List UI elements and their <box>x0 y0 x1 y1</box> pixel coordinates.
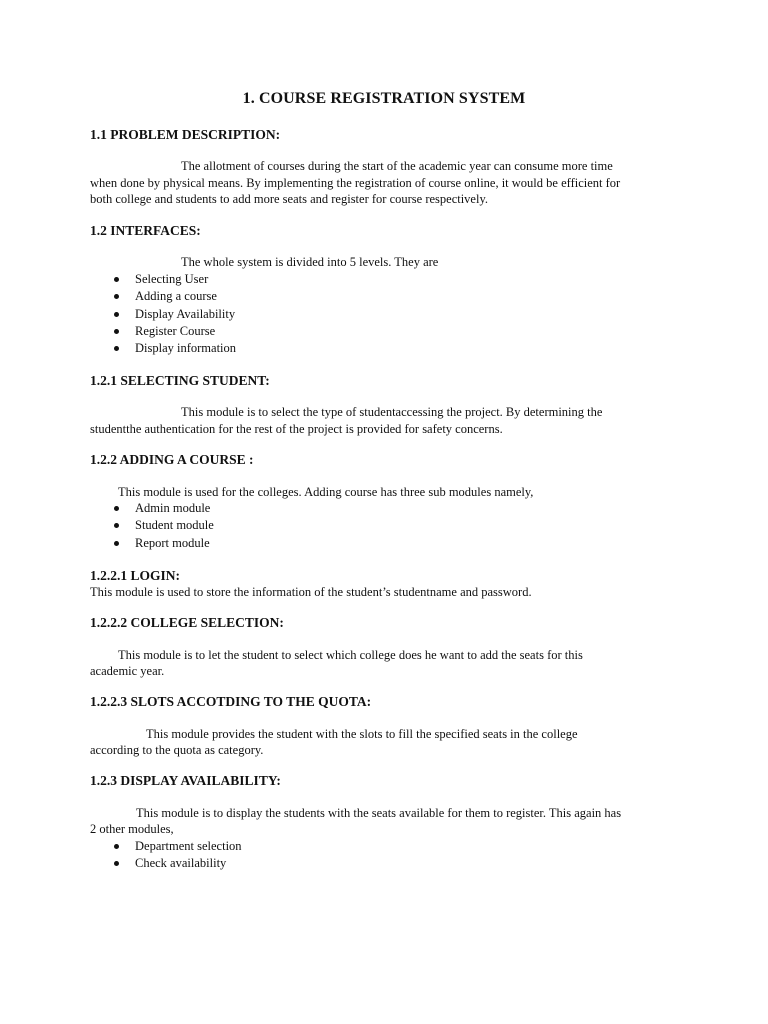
interfaces-bullet-list <box>112 271 236 357</box>
list-item: Admin module <box>112 500 214 517</box>
bullet-icon <box>114 523 119 528</box>
list-item: Register Course <box>112 323 236 340</box>
paragraph-line: The whole system is divided into 5 levels. They are <box>181 255 439 269</box>
bullet-icon <box>114 277 119 282</box>
paragraph-line: both college and students to add more seats and register for course respectively. <box>90 192 489 206</box>
list-item: Check availability <box>112 855 242 872</box>
section-heading-problem-description: 1.1 PROBLEM DESCRIPTION: <box>90 127 281 142</box>
paragraph-line: 2 other modules, <box>90 822 174 836</box>
adding-course-bullet-list <box>112 500 214 552</box>
paragraph-line: This module provides the student with the slots to fill the specified seats in the college <box>146 727 578 741</box>
bullet-icon <box>114 541 119 546</box>
bullet-icon <box>114 506 119 511</box>
list-item: Selecting User <box>112 271 236 288</box>
section-heading-adding-a-course: 1.2.2 ADDING A COURSE : <box>90 452 254 467</box>
paragraph-line: academic year. <box>90 664 165 678</box>
display-availability-bullet-list <box>112 838 242 873</box>
bullet-icon <box>114 294 119 299</box>
section-heading-login: 1.2.2.1 LOGIN: <box>90 568 181 583</box>
paragraph-line: when done by physical means. By implementing the registration of course online, it would be efficient for <box>90 176 621 190</box>
paragraph-line: The allotment of courses during the start of the academic year can consume more time <box>181 159 613 173</box>
paragraph-line: studentthe authentication for the rest of the project is provided for safety concerns. <box>90 422 503 436</box>
paragraph-line: This module is used for the colleges. Adding course has three sub modules namely, <box>118 485 534 499</box>
bullet-icon <box>114 312 119 317</box>
section-heading-college-selection: 1.2.2.2 COLLEGE SELECTION: <box>90 615 284 630</box>
section-heading-selecting-student: 1.2.1 SELECTING STUDENT: <box>90 373 270 388</box>
section-heading-interfaces: 1.2 INTERFACES: <box>90 223 201 238</box>
document-title: 1. COURSE REGISTRATION SYSTEM <box>242 90 526 107</box>
paragraph-line: This module is used to store the information of the student’s studentname and password. <box>90 585 532 599</box>
list-item: Display Availability <box>112 306 236 323</box>
list-item: Student module <box>112 517 214 534</box>
paragraph-line: This module is to display the students with the seats available for them to register. This again has <box>136 806 622 820</box>
paragraph-line: according to the quota as category. <box>90 743 264 757</box>
list-item: Report module <box>112 535 214 552</box>
bullet-icon <box>114 346 119 351</box>
section-heading-display-availability: 1.2.3 DISPLAY AVAILABILITY: <box>90 773 281 788</box>
paragraph-line: This module is to select the type of studentaccessing the project. By determining the <box>181 405 603 419</box>
bullet-icon <box>114 861 119 866</box>
paragraph-line: This module is to let the student to select which college does he want to add the seats for this <box>118 648 583 662</box>
section-heading-slots-according-to-quota: 1.2.2.3 SLOTS ACCOTDING TO THE QUOTA: <box>90 694 372 709</box>
list-item: Adding a course <box>112 288 236 305</box>
list-item: Display information <box>112 340 236 357</box>
list-item: Department selection <box>112 838 242 855</box>
bullet-icon <box>114 329 119 334</box>
bullet-icon <box>114 844 119 849</box>
